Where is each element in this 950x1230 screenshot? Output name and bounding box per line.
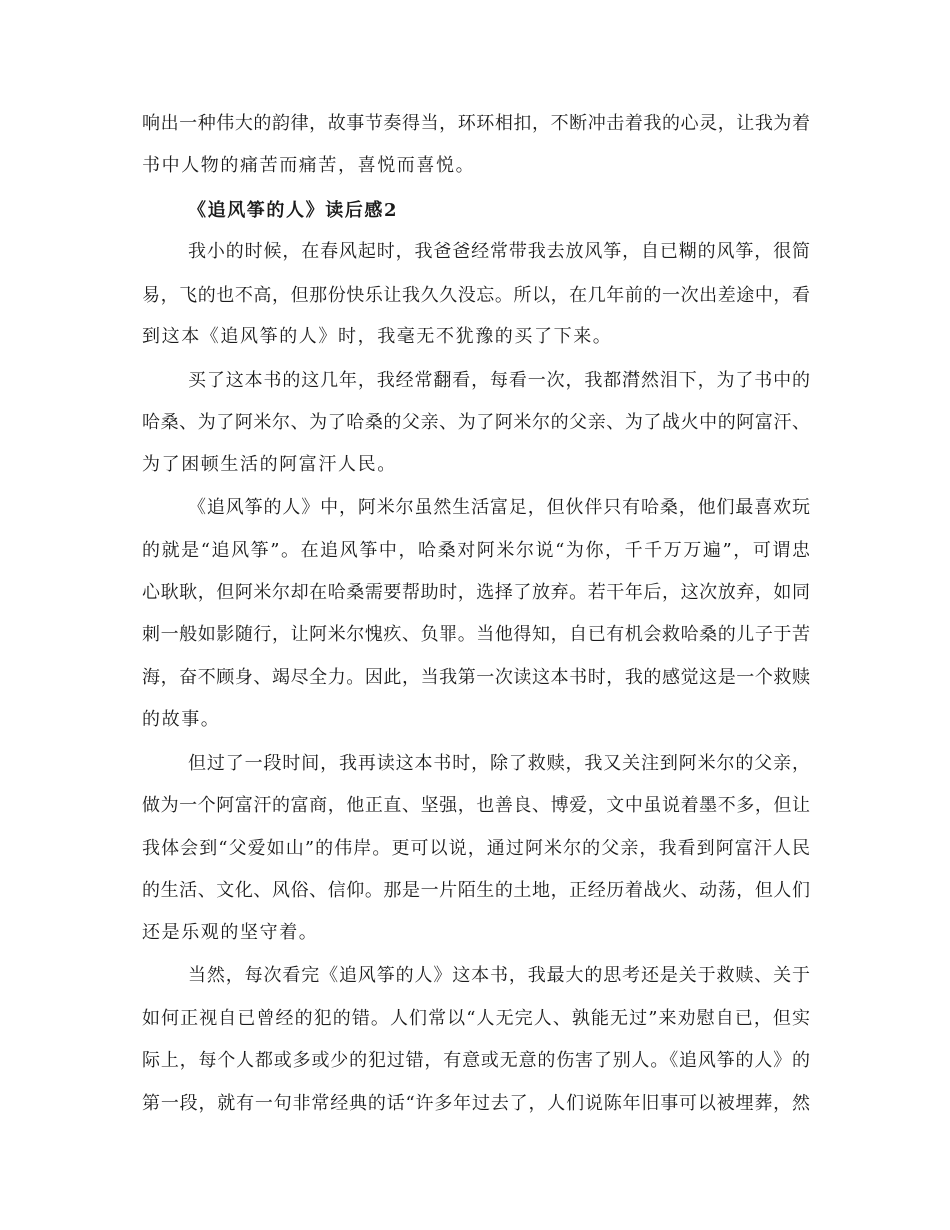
- text-line: 响出一种伟大的韵律，故事节奏得当，环环相扣，不断冲击着我的心灵，让我为着: [142, 113, 810, 134]
- text-line: 易，飞的也不高，但那份快乐让我久久没忘。所以，在几年前的一次出差途中，看: [142, 285, 810, 306]
- text-line: 还是乐观的坚守着。: [142, 922, 319, 943]
- text-line: 书中人物的痛苦而痛苦，喜悦而喜悦。: [142, 155, 476, 176]
- text-line: 到这本《追风筝的人》时，我毫无不犹豫的买了下来。: [142, 326, 613, 347]
- paragraph-first-line: 《追风筝的人》中，阿米尔虽然生活富足，但伙伴只有哈桑，他们最喜欢玩: [188, 497, 810, 518]
- text-line: 际上，每个人都或多或少的犯过错，有意或无意的伤害了别人。《追风筝的人》的: [142, 1050, 810, 1071]
- text-line: 做为一个阿富汗的富商，他正直、坚强，也善良、博爱，文中虽说着墨不多，但让: [142, 795, 810, 816]
- text-line: 哈桑、为了阿米尔、为了哈桑的父亲、为了阿米尔的父亲、为了战火中的阿富汗、: [142, 412, 810, 433]
- text-line: 海，奋不顾身、竭尽全力。因此，当我第一次读这本书时，我的感觉这是一个救赎: [142, 667, 810, 688]
- paragraph-first-line: 买了这本书的这几年，我经常翻看，每看一次，我都潸然泪下，为了书中的: [188, 370, 810, 391]
- paragraph-first-line: 但过了一段时间，我再读这本书时，除了救赎，我又关注到阿米尔的父亲，: [188, 753, 810, 774]
- text-line: 心耿耿，但阿米尔却在哈桑需要帮助时，选择了放弃。若干年后，这次放弃，如同: [142, 582, 810, 603]
- paragraph-first-line: 我小的时候，在春风起时，我爸爸经常带我去放风筝，自已糊的风筝，很简: [188, 241, 810, 262]
- text-line: 如何正视自已曾经的犯的错。人们常以“人无完人、孰能无过”来劝慰自已，但实: [142, 1008, 810, 1029]
- text-line: 我体会到“父爱如山”的伟岸。更可以说，通过阿米尔的父亲，我看到阿富汗人民: [142, 838, 810, 859]
- paragraph-first-line: 当然，每次看完《追风筝的人》这本书，我最大的思考还是关于救赎、关于: [188, 965, 810, 986]
- text-line: 为了困顿生活的阿富汗人民。: [142, 454, 397, 475]
- text-line: 刺一般如影随行，让阿米尔愧疚、负罪。当他得知，自已有机会救哈桑的儿子于苦: [142, 624, 810, 645]
- text-line: 的就是“追风筝”。在追风筝中，哈桑对阿米尔说“为你，千千万万遍”，可谓忠: [142, 540, 810, 561]
- text-line: 的生活、文化、风俗、信仰。那是一片陌生的土地，正经历着战火、动荡，但人们: [142, 880, 810, 901]
- text-line: 的故事。: [142, 709, 221, 730]
- section-heading: 《追风筝的人》读后感2: [188, 200, 399, 221]
- text-line: 第一段，就有一句非常经典的话“许多年过去了，人们说陈年旧事可以被埋葬，然: [142, 1093, 810, 1114]
